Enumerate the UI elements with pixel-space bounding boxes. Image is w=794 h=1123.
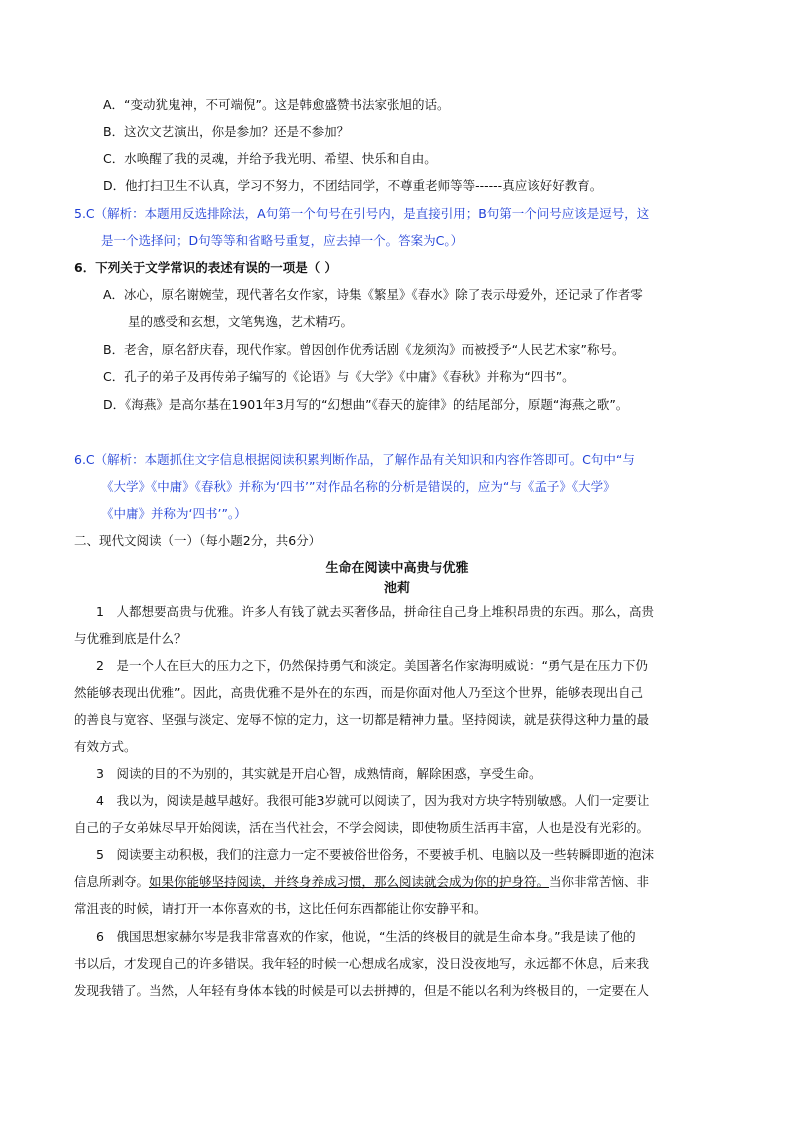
article-p6-line-1: 6 俄国思想家赫尔岑是我非常喜欢的作家，他说，“生活的终极目的就是生命本身。”我是读了他的 xyxy=(96,929,636,944)
article-p6-line-3: 发现我错了。当然，人年轻有身体本钱的时候是可以去拼搏的，但是不能以名利为终极目的，一定要在人 xyxy=(74,983,650,998)
article-p5-line-3: 常沮丧的时候，请打开一本你喜欢的书，这比任何东西都能让你安静平和。 xyxy=(74,901,487,916)
q6-answer-line-3: 《中庸》并称为‘四书’”。） xyxy=(101,506,247,521)
article-p2-line-1: 2 是一个人在巨大的压力之下，仍然保持勇气和淡定。美国著名作家海明威说：“勇气是在压力下仍 xyxy=(96,658,648,673)
article-p1-line-2: 与优雅到底是什么？ xyxy=(74,631,187,646)
q6-option-a-cont: 星的感受和玄想，文笔隽逸，艺术精巧。 xyxy=(128,314,354,329)
article-p2-line-4: 有效方式。 xyxy=(74,739,137,754)
section-heading: 二、现代文阅读（一）（每小题2分，共6分） xyxy=(74,533,322,548)
q6-option-b: B．老舍，原名舒庆春，现代作家。曾因创作优秀话剧《龙须沟》而被授予“人民艺术家”称号。 xyxy=(103,342,625,357)
q6-answer-line-2: 《大学》《中庸》《春秋》并称为‘四书’”对作品名称的分析是错误的，应为“与《孟子》《大学》 xyxy=(101,479,616,494)
article-p5-line-2-plain: 信息所剥夺。 xyxy=(74,874,150,889)
article-author: 池莉 xyxy=(383,581,410,596)
q5-option-b: B．这次文艺演出，你是参加？还是不参加？ xyxy=(103,124,350,139)
article-p5-underlined-sentence: 如果你能够坚持阅读，并终身养成习惯，那么阅读就会成为你的护身符。 xyxy=(149,874,550,889)
q6-option-a: A．冰心，原名谢婉莹，现代著名女作家，诗集《繁星》《春水》除了表示母爱外，还记录了作者零 xyxy=(103,287,643,302)
article-p2-line-3: 的善良与宽容、坚强与淡定、宠辱不惊的定力，这一切都是精神力量。坚持阅读，就是获得这种力量的最 xyxy=(74,712,650,727)
article-p5-line-1: 5 阅读要主动积极，我们的注意力一定不要被俗世俗务，不要被手机、电脑以及一些转瞬即逝的泡沫 xyxy=(96,847,654,862)
q5-option-a: A．“变动犹鬼神，不可端倪”。这是韩愈盛赞书法家张旭的话。 xyxy=(103,97,450,112)
article-p4-line-2: 自己的子女弟妹尽早开始阅读，活在当代社会，不学会阅读，即使物质生活再丰富，人也是没有光彩的。 xyxy=(74,820,650,835)
article-title: 生命在阅读中高贵与优雅 xyxy=(325,561,469,576)
q6-option-d: D．《海燕》是高尔基在1901年3月写的“幻想曲”《春天的旋律》的结尾部分，原题“海燕之歌”。 xyxy=(103,397,629,412)
q6-answer-line-1: 6.C（解析：本题抓住文字信息根据阅读积累判断作品，了解作品有关知识和内容作答即可。C句中“与 xyxy=(74,452,635,467)
q5-option-d: D．他打扫卫生不认真，学习不努力，不团结同学，不尊重老师等等------真应该好好教育。 xyxy=(103,178,603,193)
article-p5-line-2-rest: 当你非常苦恼、非 xyxy=(549,874,650,889)
q5-option-c: C．水唤醒了我的灵魂，并给予我光明、希望、快乐和自由。 xyxy=(103,151,437,166)
q6-option-c: C．孔子的弟子及再传弟子编写的《论语》与《大学》《中庸》《春秋》并称为“四书”。 xyxy=(103,369,575,384)
article-p6-line-2: 书以后，才发现自己的许多错误。我年轻的时候一心想成名成家，没日没夜地写，永远都不休息，后来我 xyxy=(74,956,650,971)
article-p2-line-2: 然能够表现出优雅”。因此，高贵优雅不是外在的东西，而是你面对他人乃至这个世界，能够表现出自己 xyxy=(74,685,643,700)
q5-answer-line-2: 是一个选择问；D句等等和省略号重复，应去掉一个。答案为C。） xyxy=(101,233,464,248)
article-p4-line-1: 4 我以为，阅读是越早越好。我很可能3岁就可以阅读了，因为我对方块字特别敏感。人们一定要让 xyxy=(96,793,650,808)
q6-question: 6．下列关于文学常识的表述有误的一项是（ ） xyxy=(74,260,338,275)
q5-answer-line-1: 5.C（解析：本题用反选排除法，A句第一个句号在引号内，是直接引用；B句第一个问号应该是逗号，这 xyxy=(74,206,650,221)
article-p3-line-1: 3 阅读的目的不为别的，其实就是开启心智，成熟情商，解除困惑，享受生命。 xyxy=(96,766,542,781)
article-p5-line-2 xyxy=(74,874,649,890)
article-p1-line-1: 1 人都想要高贵与优雅。许多人有钱了就去买奢侈品，拼命往自己身上堆积昂贵的东西。那么，高贵 xyxy=(96,604,654,619)
